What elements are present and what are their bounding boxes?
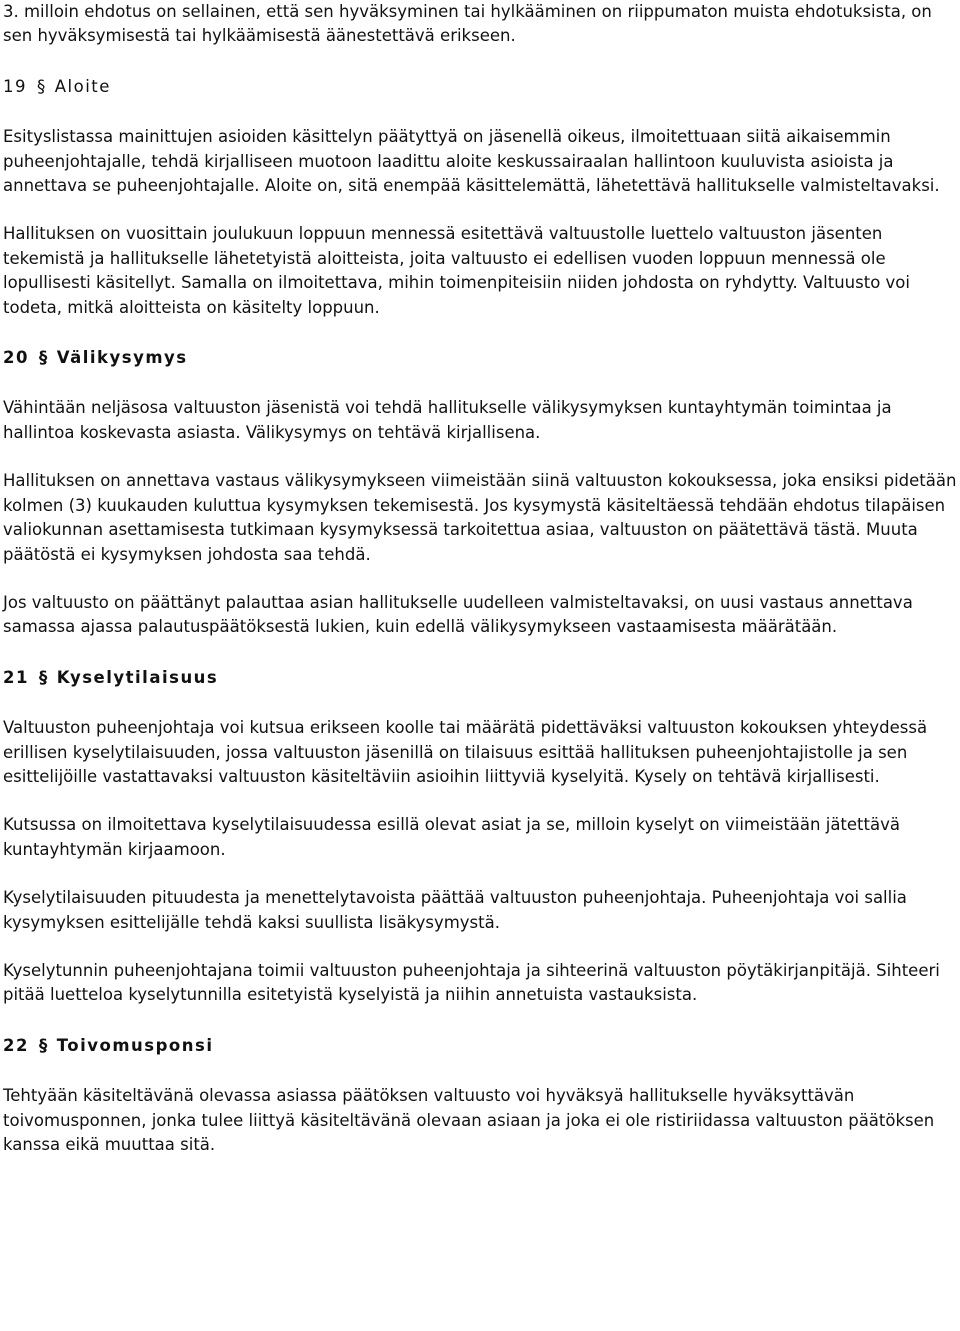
paragraph-valikysymys-3: Jos valtuusto on päättänyt palauttaa asian hallitukselle uudelleen valmisteltavaksi, on uusi vastaus annettava samassa ajassa palautuspäätöksestä lukien, kuin edellä välikysymykseen vastaamisesta määrätään. [3, 592, 913, 637]
document-page [3, 0, 958, 1157]
paragraph-voting-rule-3: 3. milloin ehdotus on sellainen, että sen hyväksyminen tai hylkääminen on riippumaton muista ehdotuksista, on sen hyväksymisestä tai hylkäämisestä äänestettävä erikseen. [3, 2, 932, 46]
paragraph-kyselytilaisuus-3: Kyselytilaisuuden pituudesta ja menettelytavoista päättää valtuuston puheenjohtaja. Puheenjohtaja voi sallia kysymyksen esittelijälle tehdä kaksi suullista lisäkysymystä. [3, 888, 907, 932]
section-number: 19 [3, 76, 27, 96]
section-symbol: § [38, 667, 49, 687]
section-title: Kyselytilaisuus [56, 667, 219, 687]
paragraph-kyselytilaisuus-2: Kutsussa on ilmoitettava kyselytilaisuudessa esillä olevat asiat ja se, milloin kyselyt on viimeistään jätettävä kuntayhtymän kirjaamoon. [3, 815, 900, 859]
section-heading-19 [3, 75, 958, 99]
paragraph-aloite-2: Hallituksen on vuosittain joulukuun loppuun mennessä esitettävä valtuustolle luettelo valtuuston jäsenten tekemistä ja hallitukselle lähetetyistä aloitteista, joita valtuusto ei edellisen vuoden loppuun mennessä ole lopullisesti käsitellyt. Samalla on ilmoitettava, mihin toimenpiteisiin niiden johdosta on ryhdytty. Valtuusto voi todeta, mitkä aloitteista on käsitelty loppuun. [3, 224, 910, 317]
section-number: 20 [3, 348, 29, 368]
section-heading-21 [3, 666, 958, 690]
section-heading-20 [3, 346, 958, 370]
paragraph-valikysymys-2: Hallituksen on annettava vastaus välikysymykseen viimeistään siinä valtuuston kokouksessa, joka ensiksi pidetään kolmen (3) kuukauden kuluttua kysymyksen tekemisestä. Jos kysymystä käsiteltäessä tehdään ehdotus tilapäisen valiokunnan asettamisesta tutkimaan kysymyksessä tarkoitettua asiaa, valtuuston on päätettävä tästä. Muuta päätöstä ei kysymyksen johdosta saa tehdä. [3, 471, 957, 564]
paragraph-aloite-1: Esityslistassa mainittujen asioiden käsittelyn päätyttyä on jäsenellä oikeus, ilmoitettuaan siitä aikaisemmin puheenjohtajalle, tehdä kirjalliseen muotoon laadittu aloite keskussairaalan hallintoon kuuluvista asioista ja annettava se puheenjohtajalle. Aloite on, sitä enempää käsittelemättä, lähetettävä hallitukselle valmisteltavaksi. [3, 127, 940, 196]
section-title: Välikysymys [56, 348, 188, 368]
section-title: Aloite [54, 76, 111, 96]
paragraph-kyselytilaisuus-1: Valtuuston puheenjohtaja voi kutsua erikseen koolle tai määrätä pidettäväksi valtuuston kokouksen yhteydessä erillisen kyselytilaisuuden, jossa valtuuston jäsenillä on tilaisuus esittää hallituksen puheenjohtajistolle ja sen esittelijöille vastattavaksi valtuuston käsiteltäviin asioihin liittyviä kyselyitä. Kysely on tehtävä kirjallisesti. [3, 718, 928, 786]
section-number: 21 [3, 667, 29, 687]
paragraph-kyselytilaisuus-4: Kyselytunnin puheenjohtajana toimii valtuuston puheenjohtaja ja sihteerinä valtuuston pöytäkirjanpitäjä. Sihteeri pitää luetteloa kyselytunnilla esitetyistä kyselyistä ja niihin annetuista vastauksista. [3, 960, 940, 1005]
section-heading-22 [3, 1034, 958, 1058]
section-symbol: § [37, 76, 47, 96]
paragraph-toivomusponsi-1: Tehtyään käsiteltävänä olevassa asiassa päätöksen valtuusto voi hyväksyä hallitukselle hyväksyttävän toivomusponnen, jonka tulee liittyä käsiteltävänä olevaan asiaan ja joka ei ole ristiriidassa valtuuston päätöksen kanssa eikä muuttaa sitä. [3, 1086, 935, 1154]
section-number: 22 [3, 1035, 29, 1055]
section-symbol: § [38, 348, 49, 368]
section-title: Toivomusponsi [56, 1035, 214, 1055]
section-symbol: § [38, 1035, 49, 1055]
paragraph-valikysymys-1: Vähintään neljäsosa valtuuston jäsenistä voi tehdä hallitukselle välikysymyksen kuntayhtymän toimintaa ja hallintoa koskevasta asiasta. Välikysymys on tehtävä kirjallisena. [3, 398, 892, 442]
